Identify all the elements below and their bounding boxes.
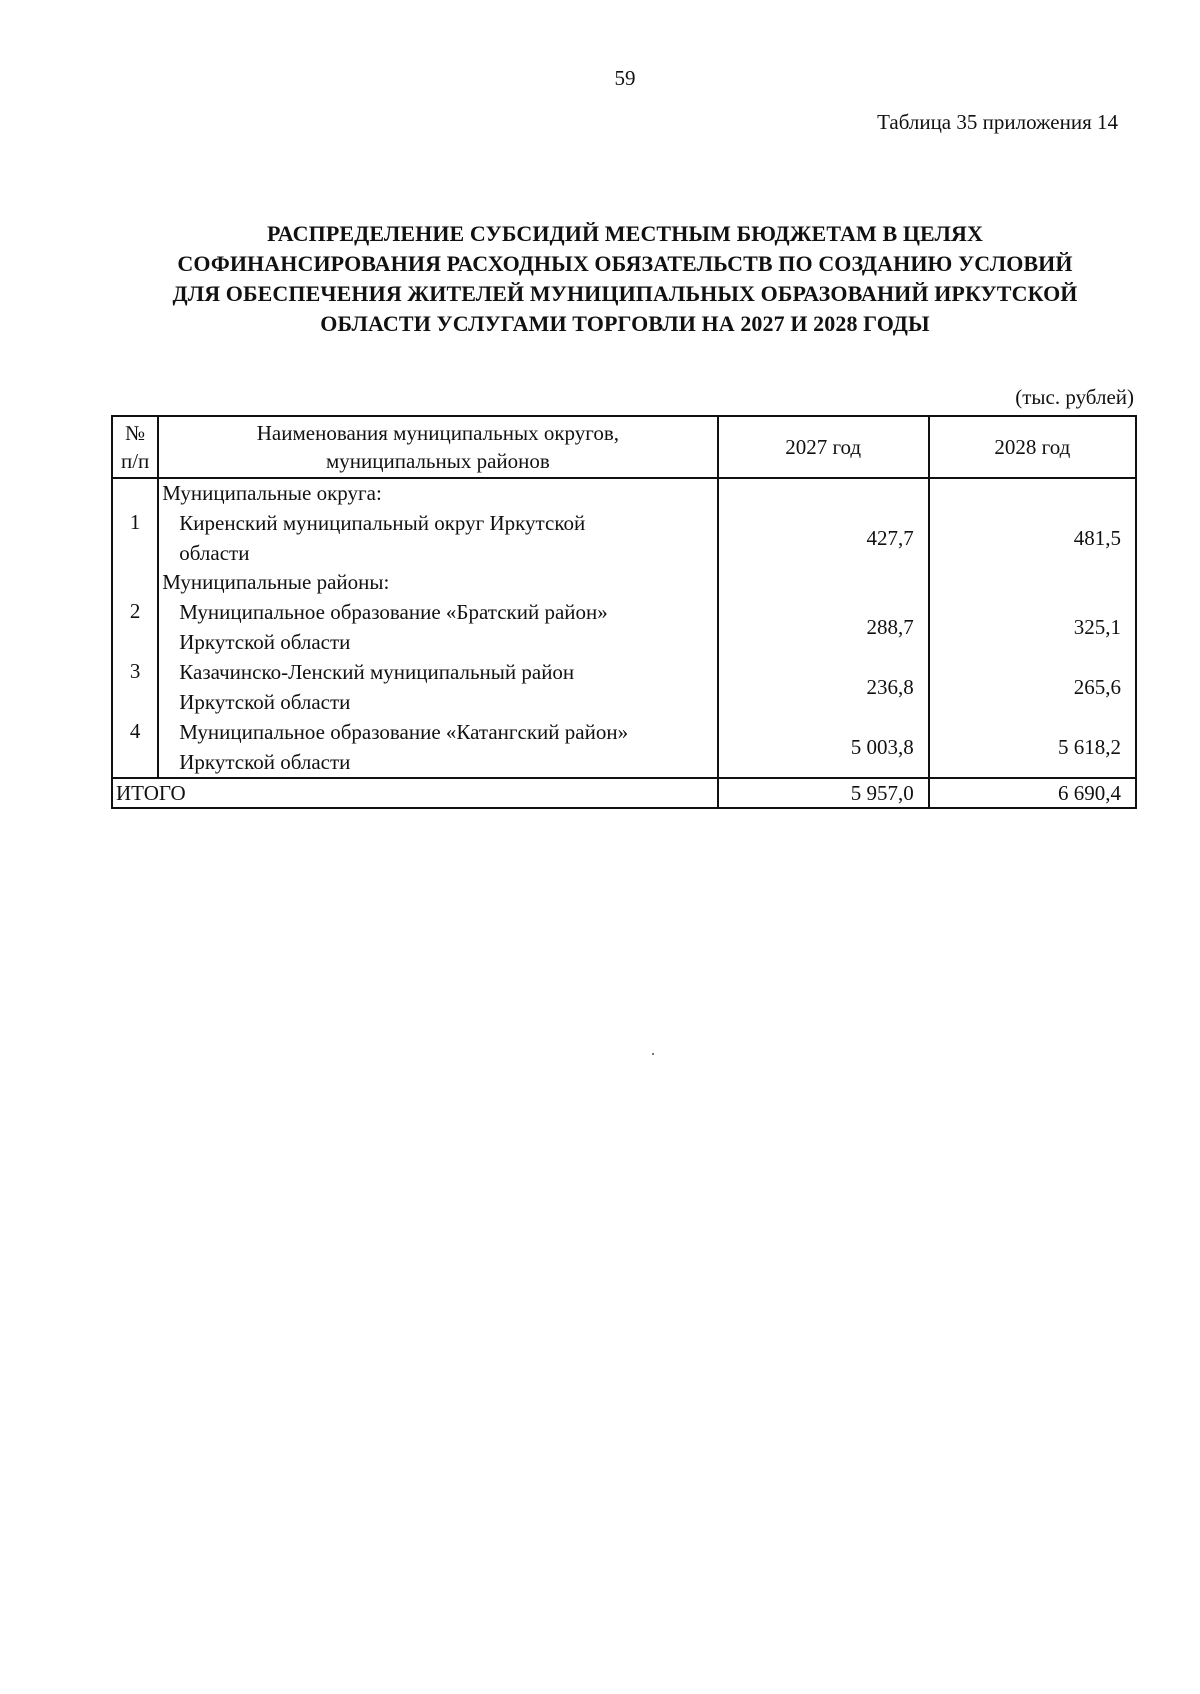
section-row (112, 568, 1136, 597)
section-num-cell (112, 478, 158, 508)
table-row (112, 657, 1136, 717)
row-name (158, 657, 717, 717)
row-name-line: Иркутской области (179, 630, 351, 654)
scan-speck (652, 1053, 654, 1055)
title-line: СОФИНАНСИРОВАНИЯ РАСХОДНЫХ ОБЯЗАТЕЛЬСТВ ПО СОЗДАНИЮ УСЛОВИЙ (177, 251, 1073, 276)
title-line: ОБЛАСТИ УСЛУГАМИ ТОРГОВЛИ НА 2027 И 2028 ГОДЫ (320, 311, 930, 336)
row-name (158, 717, 717, 778)
total-2028: 6 690,4 (929, 778, 1136, 808)
row-name-line: Муниципальное образование «Катангский район» (179, 720, 629, 744)
subsidy-table (111, 415, 1137, 809)
row-name (158, 597, 717, 657)
title-line: ДЛЯ ОБЕСПЕЧЕНИЯ ЖИТЕЛЕЙ МУНИЦИПАЛЬНЫХ ОБРАЗОВАНИЙ ИРКУТСКОЙ (172, 281, 1078, 306)
section-empty-cell (929, 478, 1136, 508)
table-row (112, 597, 1136, 657)
row-name (158, 508, 717, 568)
value-2027: 427,7 (718, 508, 929, 568)
header-year-2028: 2028 год (929, 416, 1136, 478)
value-2028: 5 618,2 (929, 717, 1136, 778)
value-2028: 265,6 (929, 657, 1136, 717)
title-line: РАСПРЕДЕЛЕНИЕ СУБСИДИЙ МЕСТНЫМ БЮДЖЕТАМ В ЦЕЛЯХ (267, 221, 983, 246)
row-number: 1 (112, 508, 158, 568)
header-number (112, 416, 158, 478)
value-2028: 481,5 (929, 508, 1136, 568)
header-name-line: муниципальных районов (325, 449, 550, 473)
section-num-cell (112, 568, 158, 597)
page-number: 59 (614, 66, 636, 90)
value-2027: 5 003,8 (718, 717, 929, 778)
row-number: 3 (112, 657, 158, 717)
row-name-line: Иркутской области (179, 690, 351, 714)
total-2027: 5 957,0 (718, 778, 929, 808)
table-row (112, 508, 1136, 568)
table-row (112, 717, 1136, 778)
value-2028: 325,1 (929, 597, 1136, 657)
row-name-line: Киренский муниципальный округ Иркутской (179, 511, 586, 535)
row-name-line: Муниципальное образование «Братский район» (179, 600, 608, 624)
total-label: ИТОГО (112, 778, 718, 808)
row-name-line: области (179, 541, 250, 565)
table-reference: Таблица 35 приложения 14 (877, 110, 1118, 134)
document-title (110, 219, 1140, 339)
row-name-line: Иркутской области (179, 750, 351, 774)
section-empty-cell (718, 568, 929, 597)
row-number: 4 (112, 717, 158, 778)
row-number: 2 (112, 597, 158, 657)
total-row (112, 778, 1136, 808)
header-number-line: № (125, 421, 146, 445)
section-row (112, 478, 1136, 508)
value-2027: 236,8 (718, 657, 929, 717)
header-year-2027: 2027 год (718, 416, 929, 478)
row-name-line: Казачинско-Ленский муниципальный район (179, 660, 575, 684)
section-label: Муниципальные округа: (158, 478, 717, 508)
header-name-line: Наименования муниципальных округов, (256, 421, 620, 445)
header-number-line: п/п (120, 449, 150, 473)
header-name (158, 416, 717, 478)
value-2027: 288,7 (718, 597, 929, 657)
section-empty-cell (929, 568, 1136, 597)
units-label: (тыс. рублей) (1015, 385, 1134, 409)
section-empty-cell (718, 478, 929, 508)
section-label: Муниципальные районы: (158, 568, 717, 597)
table-header-row (112, 416, 1136, 478)
